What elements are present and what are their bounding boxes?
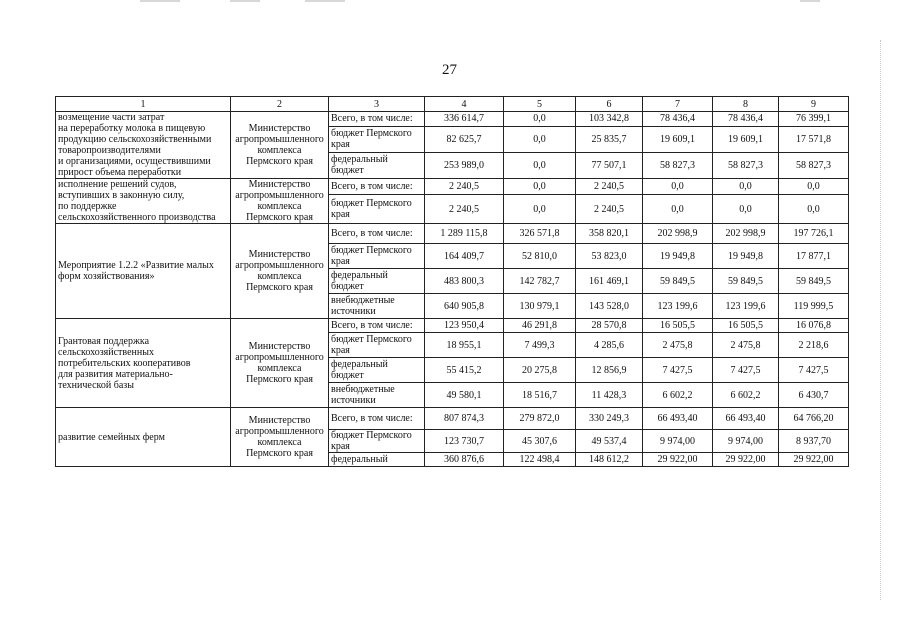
column-number-5: 5: [504, 97, 576, 112]
text-line: бюджет Пермского: [331, 128, 412, 140]
text-line: потребительских кооперативов: [58, 357, 191, 369]
amount-cell-col-9: 2 218,6: [779, 333, 849, 358]
text-line: Грантовая поддержка: [58, 335, 150, 347]
amount-cell-col-8: 9 974,00: [713, 430, 779, 453]
amount-cell-col-6: 11 428,3: [576, 383, 643, 408]
amount-cell-col-5: 326 571,8: [504, 224, 576, 244]
amount-cell-col-4: 360 876,6: [425, 453, 504, 467]
amount-cell-col-6: 148 612,2: [576, 453, 643, 467]
text-line: бюджет: [331, 281, 364, 292]
text-line: исполнение решений судов,: [58, 179, 177, 190]
activity-name-cell: [56, 319, 231, 408]
text-line: бюджет Пермского: [331, 245, 412, 256]
text-line: края: [331, 139, 350, 151]
amount-cell-col-8: 2 475,8: [713, 333, 779, 358]
column-number-2: 2: [231, 97, 329, 112]
executor-cell: [231, 112, 329, 179]
text-line: Всего, в том числе:: [331, 113, 413, 125]
text-line: Пермского края: [246, 282, 313, 293]
amount-cell-col-4: 336 614,7: [425, 112, 504, 127]
amount-cell-col-5: 122 498,4: [504, 453, 576, 467]
activity-name-cell: [56, 224, 231, 319]
funding-source-cell: [329, 430, 425, 453]
text-line: Министерство: [248, 341, 311, 352]
amount-cell-col-8: 78 436,4: [713, 112, 779, 127]
amount-cell-col-7: 7 427,5: [643, 358, 713, 383]
column-number-7: 7: [643, 97, 713, 112]
text-line: комплекса: [257, 145, 302, 156]
text-line: возмещение части затрат: [58, 112, 165, 123]
text-line: Министерство: [248, 123, 311, 134]
text-line: источники: [331, 306, 376, 317]
amount-cell-col-5: 0,0: [504, 112, 576, 127]
amount-cell-col-4: 164 409,7: [425, 244, 504, 269]
text-line: Мероприятие 1.2.2 «Развитие малых: [58, 260, 214, 271]
funding-source-cell: [329, 319, 425, 333]
text-line: федеральный: [331, 454, 388, 465]
scan-artifact: [230, 0, 260, 2]
amount-cell-col-9: 119 999,5: [779, 294, 849, 319]
amount-cell-col-7: 29 922,00: [643, 453, 713, 467]
text-line: бюджет Пермского: [331, 198, 412, 210]
activity-name-cell: [56, 408, 231, 467]
funding-source-cell: [329, 126, 425, 152]
amount-cell-col-8: 0,0: [713, 195, 779, 224]
text-line: форм хозяйствования»: [58, 271, 155, 282]
amount-cell-col-8: 19 609,1: [713, 126, 779, 152]
amount-cell-col-4: 82 625,7: [425, 126, 504, 152]
amount-cell-col-7: 16 505,5: [643, 319, 713, 333]
amount-cell-col-6: 143 528,0: [576, 294, 643, 319]
column-number-8: 8: [713, 97, 779, 112]
amount-cell-col-5: 52 810,0: [504, 244, 576, 269]
text-line: агропромышленного: [235, 352, 324, 363]
text-line: источники: [331, 395, 376, 406]
amount-cell-col-5: 279 872,0: [504, 408, 576, 430]
text-line: продукцию сельскохозяйственными: [58, 134, 212, 145]
text-line: края: [331, 345, 350, 356]
amount-cell-col-5: 0,0: [504, 126, 576, 152]
text-line: товаропроизводителями: [58, 145, 161, 156]
funding-source-cell: [329, 358, 425, 383]
amount-cell-col-7: 0,0: [643, 179, 713, 195]
text-line: бюджет: [331, 370, 364, 381]
text-line: Всего, в том числе:: [331, 228, 413, 239]
amount-cell-col-9: 197 726,1: [779, 224, 849, 244]
funding-source-cell: [329, 195, 425, 224]
funding-source-cell: [329, 383, 425, 408]
amount-cell-col-9: 6 430,7: [779, 383, 849, 408]
amount-cell-col-7: 6 602,2: [643, 383, 713, 408]
text-line: Всего, в том числе:: [331, 181, 413, 193]
text-line: комплекса: [257, 271, 302, 282]
text-line: края: [331, 209, 350, 221]
scan-artifact: [800, 0, 820, 2]
column-number-1: 1: [56, 97, 231, 112]
amount-cell-col-4: 807 874,3: [425, 408, 504, 430]
amount-cell-col-4: 640 905,8: [425, 294, 504, 319]
text-line: внебюджетные: [331, 295, 395, 306]
funding-source-cell: [329, 244, 425, 269]
amount-cell-col-9: 0,0: [779, 179, 849, 195]
amount-cell-col-7: 19 949,8: [643, 244, 713, 269]
amount-cell-col-9: 64 766,20: [779, 408, 849, 430]
text-line: федеральный: [331, 154, 388, 166]
amount-cell-col-4: 483 800,3: [425, 269, 504, 294]
table-row: [56, 179, 849, 195]
text-line: комплекса: [257, 437, 302, 448]
funding-table-wrapper: [55, 96, 848, 467]
text-line: агропромышленного: [235, 426, 324, 437]
text-line: внебюджетные: [331, 384, 395, 395]
text-line: Пермского края: [246, 156, 313, 167]
text-line: края: [331, 256, 350, 267]
amount-cell-col-4: 2 240,5: [425, 195, 504, 224]
text-line: бюджет: [331, 165, 364, 177]
funding-source-cell: [329, 224, 425, 244]
text-line: бюджет Пермского: [331, 430, 412, 441]
page-number: 27: [442, 62, 457, 78]
amount-cell-col-6: 53 823,0: [576, 244, 643, 269]
text-line: федеральный: [331, 359, 388, 370]
text-line: агропромышленного: [235, 134, 324, 145]
amount-cell-col-9: 16 076,8: [779, 319, 849, 333]
amount-cell-col-8: 19 949,8: [713, 244, 779, 269]
amount-cell-col-6: 330 249,3: [576, 408, 643, 430]
text-line: агропромышленного: [235, 190, 324, 201]
text-line: комплекса: [257, 201, 302, 212]
amount-cell-col-4: 49 580,1: [425, 383, 504, 408]
text-line: Пермского края: [246, 212, 313, 223]
text-line: Пермского края: [246, 448, 313, 459]
amount-cell-col-9: 17 571,8: [779, 126, 849, 152]
amount-cell-col-9: 7 427,5: [779, 358, 849, 383]
text-line: Министерство: [248, 415, 311, 426]
amount-cell-col-4: 253 989,0: [425, 152, 504, 178]
amount-cell-col-4: 18 955,1: [425, 333, 504, 358]
text-line: вступивших в законную силу,: [58, 190, 185, 201]
table-row: [56, 224, 849, 244]
amount-cell-col-7: 78 436,4: [643, 112, 713, 127]
funding-source-cell: [329, 152, 425, 178]
text-line: края: [331, 441, 350, 452]
amount-cell-col-5: 20 275,8: [504, 358, 576, 383]
amount-cell-col-7: 9 974,00: [643, 430, 713, 453]
amount-cell-col-8: 202 998,9: [713, 224, 779, 244]
amount-cell-col-7: 202 998,9: [643, 224, 713, 244]
text-line: на переработку молока в пищевую: [58, 123, 206, 134]
amount-cell-col-8: 66 493,40: [713, 408, 779, 430]
amount-cell-col-6: 28 570,8: [576, 319, 643, 333]
text-line: Министерство: [248, 249, 311, 260]
amount-cell-col-6: 4 285,6: [576, 333, 643, 358]
amount-cell-col-9: 29 922,00: [779, 453, 849, 467]
activity-name-cell: [56, 112, 231, 179]
text-line: федеральный: [331, 270, 388, 281]
amount-cell-col-4: 1 289 115,8: [425, 224, 504, 244]
executor-cell: [231, 224, 329, 319]
column-number-9: 9: [779, 97, 849, 112]
amount-cell-col-6: 2 240,5: [576, 195, 643, 224]
executor-cell: [231, 179, 329, 224]
amount-cell-col-6: 358 820,1: [576, 224, 643, 244]
amount-cell-col-5: 45 307,6: [504, 430, 576, 453]
amount-cell-col-8: 16 505,5: [713, 319, 779, 333]
table-row: [56, 408, 849, 430]
scan-edge-line: [880, 40, 881, 600]
text-line: прирост объема переработки: [58, 167, 182, 178]
amount-cell-col-6: 103 342,8: [576, 112, 643, 127]
column-number-6: 6: [576, 97, 643, 112]
amount-cell-col-5: 0,0: [504, 179, 576, 195]
amount-cell-col-5: 46 291,8: [504, 319, 576, 333]
funding-table: [55, 96, 849, 467]
funding-source-cell: [329, 179, 425, 195]
amount-cell-col-8: 0,0: [713, 179, 779, 195]
amount-cell-col-7: 66 493,40: [643, 408, 713, 430]
table-row: [56, 112, 849, 127]
amount-cell-col-5: 142 782,7: [504, 269, 576, 294]
scan-artifact: [140, 0, 180, 2]
amount-cell-col-7: 0,0: [643, 195, 713, 224]
funding-source-cell: [329, 453, 425, 467]
amount-cell-col-7: 58 827,3: [643, 152, 713, 178]
amount-cell-col-7: 2 475,8: [643, 333, 713, 358]
amount-cell-col-5: 0,0: [504, 195, 576, 224]
column-number-3: 3: [329, 97, 425, 112]
amount-cell-col-4: 2 240,5: [425, 179, 504, 195]
amount-cell-col-6: 161 469,1: [576, 269, 643, 294]
text-line: Всего, в том числе:: [331, 320, 413, 331]
amount-cell-col-7: 19 609,1: [643, 126, 713, 152]
amount-cell-col-4: 123 730,7: [425, 430, 504, 453]
scan-artifact: [305, 0, 345, 2]
executor-cell: [231, 319, 329, 408]
amount-cell-col-6: 12 856,9: [576, 358, 643, 383]
text-line: Всего, в том числе:: [331, 413, 413, 424]
amount-cell-col-5: 18 516,7: [504, 383, 576, 408]
amount-cell-col-9: 76 399,1: [779, 112, 849, 127]
amount-cell-col-5: 130 979,1: [504, 294, 576, 319]
amount-cell-col-6: 77 507,1: [576, 152, 643, 178]
funding-source-cell: [329, 269, 425, 294]
amount-cell-col-9: 17 877,1: [779, 244, 849, 269]
amount-cell-col-8: 7 427,5: [713, 358, 779, 383]
column-number-4: 4: [425, 97, 504, 112]
amount-cell-col-5: 7 499,3: [504, 333, 576, 358]
amount-cell-col-8: 29 922,00: [713, 453, 779, 467]
amount-cell-col-7: 59 849,5: [643, 269, 713, 294]
text-line: сельскохозяйственного производства: [58, 212, 216, 223]
text-line: для развития материально-: [58, 368, 173, 380]
executor-cell: [231, 408, 329, 467]
funding-source-cell: [329, 333, 425, 358]
text-line: технической базы: [58, 379, 134, 391]
amount-cell-col-6: 25 835,7: [576, 126, 643, 152]
amount-cell-col-5: 0,0: [504, 152, 576, 178]
text-line: развитие семейных ферм: [58, 431, 165, 443]
funding-source-cell: [329, 112, 425, 127]
text-line: комплекса: [257, 363, 302, 374]
text-line: агропромышленного: [235, 260, 324, 271]
activity-name-cell: [56, 179, 231, 224]
amount-cell-col-9: 58 827,3: [779, 152, 849, 178]
amount-cell-col-8: 58 827,3: [713, 152, 779, 178]
amount-cell-col-9: 59 849,5: [779, 269, 849, 294]
funding-source-cell: [329, 408, 425, 430]
amount-cell-col-4: 123 950,4: [425, 319, 504, 333]
amount-cell-col-6: 2 240,5: [576, 179, 643, 195]
amount-cell-col-9: 8 937,70: [779, 430, 849, 453]
funding-source-cell: [329, 294, 425, 319]
amount-cell-col-8: 6 602,2: [713, 383, 779, 408]
text-line: бюджет Пермского: [331, 334, 412, 345]
text-line: сельскохозяйственных: [58, 346, 154, 358]
text-line: по поддержке: [58, 201, 117, 212]
table-row: [56, 319, 849, 333]
text-line: и организациями, осуществившими: [58, 156, 211, 167]
amount-cell-col-9: 0,0: [779, 195, 849, 224]
amount-cell-col-7: 123 199,6: [643, 294, 713, 319]
amount-cell-col-4: 55 415,2: [425, 358, 504, 383]
header-row: [56, 97, 849, 112]
amount-cell-col-6: 49 537,4: [576, 430, 643, 453]
text-line: Пермского края: [246, 374, 313, 385]
text-line: Министерство: [248, 179, 311, 190]
amount-cell-col-8: 59 849,5: [713, 269, 779, 294]
amount-cell-col-8: 123 199,6: [713, 294, 779, 319]
